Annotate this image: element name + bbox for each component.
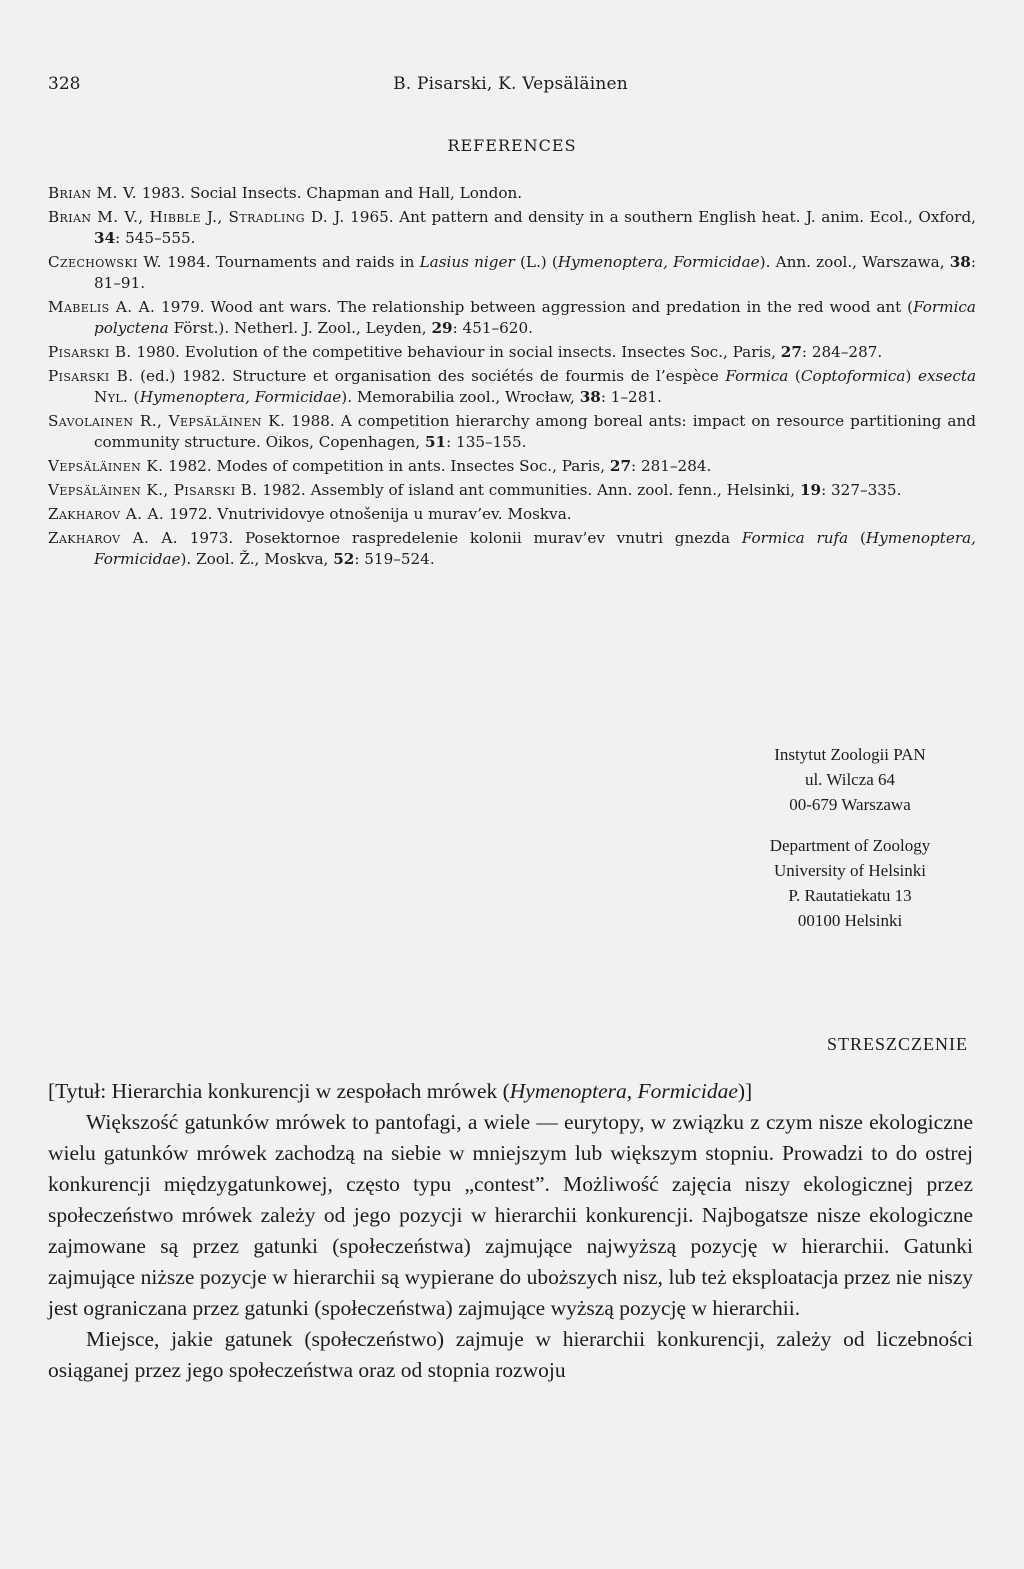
reference-text: 1983. Social Insects. Chapman and Hall, London. bbox=[136, 184, 523, 202]
reference-item bbox=[48, 342, 976, 363]
reference-item bbox=[48, 504, 976, 525]
address-line: Instytut Zoologii PAN bbox=[774, 745, 926, 764]
reference-text: ( bbox=[788, 367, 801, 385]
summary-title-taxon: Hymenoptera, Formicidae bbox=[509, 1079, 738, 1103]
reference-text: Först.). Netherl. J. Zool., Leyden, bbox=[168, 319, 432, 337]
reference-text: 1973. Posektornoe raspredelenie kolonii murav’ev vnutri gnezda bbox=[177, 529, 742, 547]
summary-paragraph: Większość gatunków mrówek to pantofagi, a wiele — eurytopy, w związku z czym nisze ekologiczne wielu gatunków mrówek zachodzą na siebie w mniejszym lub większym stopniu. Prowadzi to do ostrej konkurencji międzygatunkowej, często typu „contest”. Możliwość zajęcia niszy ekologicznej przez społeczeństwo mrówek zależy od jego pozycji w hierarchii konkurencji. Najbogatsze nisze ekologiczne zajmowane są przez gatunki (społeczeństwa) zajmujące najwyższą pozycję w hierarchii. Gatunki zajmujące niższe pozycje w hierarchii są wypierane do uboższych nisz, lub też eksploatacja przez nie niszy jest ograniczana przez gatunki (społeczeństwa) zajmujące wyższą pozycję w hierarchii. bbox=[48, 1110, 973, 1320]
reference-authors: Czechowski W. bbox=[48, 253, 162, 271]
reference-authors: Zakharov A. A. bbox=[48, 505, 165, 523]
reference-volume: 27 bbox=[780, 343, 802, 361]
reference-authors: Savolainen R., Vepsäläinen K. bbox=[48, 412, 286, 430]
reference-text: 1965. Ant pattern and density in a southern English heat. J. anim. Ecol., Oxford, bbox=[344, 208, 976, 226]
reference-pages: : 1–281. bbox=[600, 388, 662, 406]
reference-item bbox=[48, 480, 976, 501]
reference-authors: Vepsäläinen K., Pisarski B. bbox=[48, 481, 258, 499]
address-line: 00100 Helsinki bbox=[797, 911, 903, 930]
reference-text: ). Memorabilia zool., Wrocław, bbox=[341, 388, 580, 406]
address-block-warsaw bbox=[710, 742, 990, 817]
reference-item bbox=[48, 252, 976, 294]
reference-item bbox=[48, 297, 976, 339]
reference-taxon: Hymenoptera, Formicidae bbox=[94, 529, 976, 568]
address-line: 00-679 Warszawa bbox=[789, 795, 911, 814]
reference-pages: : 451–620. bbox=[452, 319, 533, 337]
reference-text: 1972. Vnutrividovye otnošenija u murav’ev. Moskva. bbox=[164, 505, 572, 523]
reference-taxon: Formica bbox=[725, 367, 789, 385]
reference-text: 1988. A competition hierarchy among boreal ants: impact on resource partitioning and community structure. Oikos, Copenhagen, bbox=[94, 412, 976, 451]
reference-authors: Mabelis A. A. bbox=[48, 298, 156, 316]
reference-pages: : 135–155. bbox=[446, 433, 527, 451]
reference-text: 1979. Wood ant wars. The relationship between aggression and predation in the red wood ant ( bbox=[155, 298, 914, 316]
reference-volume: 27 bbox=[609, 457, 632, 475]
reference-item bbox=[48, 456, 976, 477]
reference-text: 1982. Modes of competition in ants. Insectes Soc., Paris, bbox=[163, 457, 610, 475]
summary-paragraph: Miejsce, jakie gatunek (społeczeństwo) zajmuje w hierarchii konkurencji, zależy od liczebności osiąganej przez jego społeczeństwa oraz od stopnia rozwoju bbox=[48, 1327, 973, 1382]
address-block-helsinki bbox=[710, 833, 990, 933]
reference-authors: Brian M. V., Hibble J., Stradling D. J. bbox=[48, 208, 345, 226]
reference-pages: : 281–284. bbox=[631, 457, 712, 475]
reference-volume: 52 bbox=[333, 550, 355, 568]
reference-authors: Pisarski B. bbox=[48, 367, 134, 385]
reference-pages: : 545–555. bbox=[115, 229, 196, 247]
running-title: B. Pisarski, K. Vepsäläinen bbox=[393, 74, 628, 94]
reference-text: ( bbox=[848, 529, 866, 547]
reference-taxon: exsecta bbox=[918, 367, 976, 385]
reference-item bbox=[48, 528, 976, 570]
reference-volume: 29 bbox=[431, 319, 453, 337]
reference-item bbox=[48, 207, 976, 249]
reference-taxon: Hymenoptera, Formicidae bbox=[557, 253, 760, 271]
reference-authors: Vepsäläinen K. bbox=[48, 457, 164, 475]
reference-pages: : 81–91. bbox=[94, 253, 976, 292]
summary-heading: STRESZCZENIE bbox=[827, 1034, 968, 1054]
reference-authors: Zakharov A. A. bbox=[48, 529, 178, 547]
summary-title bbox=[48, 1076, 973, 1107]
reference-taxon: Hymenoptera, Formicidae bbox=[139, 388, 342, 406]
reference-authors: Pisarski B. bbox=[48, 343, 132, 361]
address-line: P. Rautatiekatu 13 bbox=[788, 886, 912, 905]
summary-title-text: [Tytuł: Hierarchia konkurencji w zespołach mrówek ( bbox=[48, 1079, 510, 1103]
reference-volume: 38 bbox=[579, 388, 601, 406]
page-number: 328 bbox=[48, 74, 81, 94]
reference-volume: 38 bbox=[949, 253, 971, 271]
address-line: ul. Wilcza 64 bbox=[804, 770, 896, 789]
reference-pages: : 327–335. bbox=[821, 481, 902, 499]
reference-text: 1984. Tournaments and raids in bbox=[161, 253, 420, 271]
references-heading: REFERENCES bbox=[447, 136, 577, 155]
address-line: University of Helsinki bbox=[773, 861, 927, 880]
reference-text: 1980. Evolution of the competitive behaviour in social insects. Insectes Soc., Paris, bbox=[131, 343, 781, 361]
reference-text: (ed.) 1982. Structure et organisation des sociétés de fourmis de l’espèce bbox=[133, 367, 726, 385]
reference-volume: 51 bbox=[424, 433, 447, 451]
summary-title-text: )] bbox=[737, 1079, 753, 1103]
reference-list bbox=[48, 183, 976, 573]
reference-taxon: Formica polyctena bbox=[94, 298, 976, 337]
reference-taxon: Lasius niger bbox=[419, 253, 515, 271]
reference-text: ) bbox=[905, 367, 918, 385]
reference-text: ). Zool. Ž., Moskva, bbox=[180, 550, 334, 568]
reference-volume: 34 bbox=[94, 229, 116, 247]
reference-text: ). Ann. zool., Warszawa, bbox=[759, 253, 950, 271]
summary-body bbox=[48, 1076, 973, 1386]
reference-text: (L.) ( bbox=[514, 253, 558, 271]
reference-item bbox=[48, 183, 976, 204]
reference-item bbox=[48, 411, 976, 453]
reference-item bbox=[48, 366, 976, 408]
page-header bbox=[48, 74, 973, 100]
reference-pages: : 519–524. bbox=[354, 550, 435, 568]
reference-taxon: Formica rufa bbox=[741, 529, 849, 547]
reference-volume: 19 bbox=[799, 481, 822, 499]
reference-text: Nyl. ( bbox=[94, 388, 140, 406]
reference-pages: : 284–287. bbox=[801, 343, 883, 361]
address-line: Department of Zoology bbox=[769, 836, 931, 855]
reference-authors: Brian M. V. bbox=[48, 184, 137, 202]
reference-text: 1982. Assembly of island ant communities. Ann. zool. fenn., Helsinki, bbox=[257, 481, 800, 499]
reference-taxon: Coptoformica bbox=[800, 367, 906, 385]
